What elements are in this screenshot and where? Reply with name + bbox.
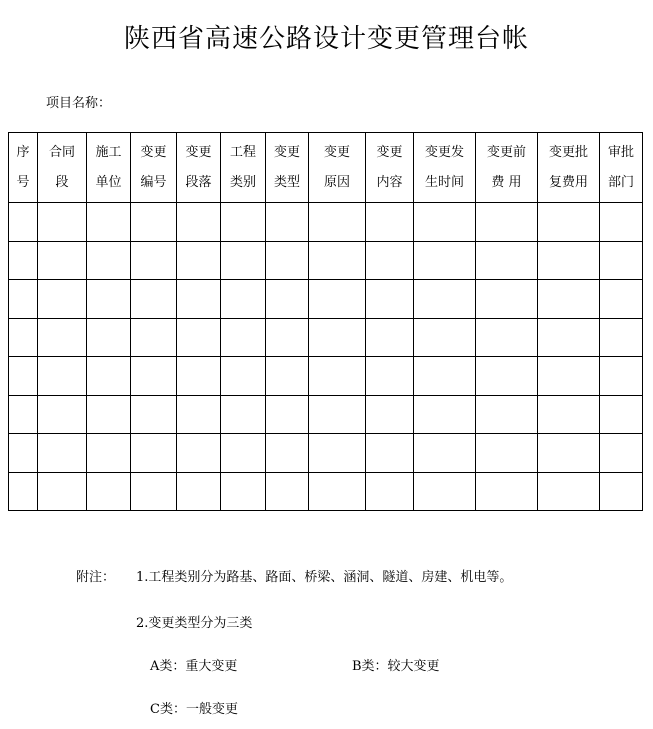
table-cell (266, 395, 309, 434)
table-header-row (9, 133, 643, 203)
note-type-b: B类：较大变更 (352, 659, 440, 674)
table-cell (38, 395, 87, 434)
column-header (9, 133, 38, 203)
column-header-line: 变更 (323, 145, 350, 160)
column-header (476, 133, 538, 203)
table-cell (177, 203, 221, 242)
table-cell (131, 357, 177, 396)
table-cell (221, 472, 266, 511)
table-cell (131, 318, 177, 357)
table-cell (221, 318, 266, 357)
table-row (9, 434, 643, 473)
table-cell (414, 280, 476, 319)
column-header-line: 部门 (607, 175, 634, 190)
table-row (9, 472, 643, 511)
column-header-line: 变更 (140, 145, 167, 160)
table-cell (38, 280, 87, 319)
table-cell (38, 357, 87, 396)
table-cell (177, 318, 221, 357)
table-cell (600, 241, 643, 280)
note-type-c: C类：一般变更 (150, 702, 238, 717)
table-cell (9, 357, 38, 396)
table-row (9, 318, 643, 357)
table-cell (309, 395, 366, 434)
table-cell (538, 472, 600, 511)
table-cell (87, 318, 131, 357)
table-cell (309, 203, 366, 242)
column-header-line: 序 (16, 145, 30, 160)
note-type-a: A类：重大变更 (150, 659, 238, 674)
column-header (366, 133, 414, 203)
table-cell (266, 472, 309, 511)
table-cell (366, 472, 414, 511)
column-header (87, 133, 131, 203)
table-row (9, 203, 643, 242)
table-cell (221, 357, 266, 396)
table-cell (87, 395, 131, 434)
table-cell (9, 434, 38, 473)
table-cell (9, 395, 38, 434)
table-cell (476, 357, 538, 396)
table-cell (600, 318, 643, 357)
table-row (9, 395, 643, 434)
table-cell (221, 280, 266, 319)
column-header-line: 号 (16, 175, 30, 190)
table-row (9, 280, 643, 319)
table-cell (221, 203, 266, 242)
table-cell (600, 434, 643, 473)
table-cell (538, 203, 600, 242)
column-header (221, 133, 266, 203)
table-cell (414, 241, 476, 280)
table-cell (266, 434, 309, 473)
column-header-line: 变更 (376, 145, 403, 160)
notes-label: 附注： (76, 570, 116, 585)
table-cell (177, 357, 221, 396)
column-header-line: 编号 (140, 175, 167, 190)
table-cell (131, 472, 177, 511)
table-cell (309, 472, 366, 511)
table-cell (131, 203, 177, 242)
table-cell (266, 280, 309, 319)
table-cell (366, 395, 414, 434)
table-cell (600, 357, 643, 396)
table-cell (538, 395, 600, 434)
column-header (177, 133, 221, 203)
table-cell (87, 203, 131, 242)
column-header (600, 133, 643, 203)
column-header-line: 段 (55, 175, 69, 190)
project-name-label: 项目名称： (46, 96, 112, 111)
table-cell (414, 472, 476, 511)
column-header (538, 133, 600, 203)
table-cell (309, 241, 366, 280)
table-row (9, 357, 643, 396)
table-cell (38, 472, 87, 511)
table-cell (87, 472, 131, 511)
table-cell (476, 241, 538, 280)
column-header-line: 审批 (607, 145, 634, 160)
table-cell (414, 357, 476, 396)
table-cell (414, 434, 476, 473)
table-cell (9, 203, 38, 242)
table-cell (600, 472, 643, 511)
table-cell (600, 395, 643, 434)
table-cell (538, 280, 600, 319)
change-ledger-table (8, 132, 643, 511)
table-cell (266, 318, 309, 357)
table-cell (366, 318, 414, 357)
table-cell (414, 318, 476, 357)
table-cell (266, 241, 309, 280)
table-cell (177, 241, 221, 280)
table-cell (476, 434, 538, 473)
table-cell (221, 434, 266, 473)
column-header-line: 工程 (229, 145, 256, 160)
table-cell (476, 280, 538, 319)
table-cell (538, 318, 600, 357)
table-cell (177, 280, 221, 319)
table-cell (38, 434, 87, 473)
column-header-line: 内容 (376, 175, 403, 190)
table-cell (266, 357, 309, 396)
table-cell (131, 241, 177, 280)
table-cell (414, 203, 476, 242)
column-header-line: 施工 (95, 145, 122, 160)
column-header-line: 段落 (185, 175, 212, 190)
column-header-line: 费 用 (491, 175, 522, 190)
table-cell (87, 280, 131, 319)
table-cell (538, 241, 600, 280)
table-cell (87, 241, 131, 280)
column-header-line: 变更前 (486, 145, 526, 160)
note-item-2: 2.变更类型分为三类 (136, 616, 253, 631)
table-cell (600, 203, 643, 242)
table-cell (476, 472, 538, 511)
column-header-line: 类别 (229, 175, 256, 190)
column-header (414, 133, 476, 203)
table-row (9, 241, 643, 280)
table-cell (177, 434, 221, 473)
table-cell (87, 434, 131, 473)
table-cell (131, 280, 177, 319)
table-cell (38, 241, 87, 280)
table-cell (538, 434, 600, 473)
table-cell (309, 357, 366, 396)
column-header-line: 变更 (185, 145, 212, 160)
column-header-line: 变更批 (548, 145, 588, 160)
table-cell (9, 472, 38, 511)
table-cell (9, 241, 38, 280)
table-cell (366, 357, 414, 396)
table-cell (309, 318, 366, 357)
table-cell (476, 318, 538, 357)
table-cell (131, 434, 177, 473)
table-cell (366, 280, 414, 319)
table-cell (38, 203, 87, 242)
table-cell (366, 241, 414, 280)
table-cell (221, 395, 266, 434)
table-cell (476, 395, 538, 434)
table-cell (9, 280, 38, 319)
table-cell (309, 280, 366, 319)
table-cell (38, 318, 87, 357)
table-cell (266, 203, 309, 242)
table-cell (87, 357, 131, 396)
table-cell (309, 434, 366, 473)
column-header-line: 生时间 (424, 175, 464, 190)
column-header-line: 复费用 (548, 175, 588, 190)
table-cell (538, 357, 600, 396)
table-cell (221, 241, 266, 280)
table-cell (177, 395, 221, 434)
column-header-line: 变更发 (424, 145, 464, 160)
table-cell (476, 203, 538, 242)
column-header (266, 133, 309, 203)
column-header (131, 133, 177, 203)
table-cell (366, 203, 414, 242)
table-cell (600, 280, 643, 319)
table-cell (414, 395, 476, 434)
column-header-line: 单位 (95, 175, 122, 190)
table-cell (131, 395, 177, 434)
column-header-line: 变更 (273, 145, 300, 160)
document-title: 陕西省高速公路设计变更管理台帐 (123, 24, 529, 54)
table-cell (177, 472, 221, 511)
column-header-line: 类型 (273, 175, 300, 190)
column-header-line: 原因 (323, 175, 350, 190)
column-header (38, 133, 87, 203)
column-header (309, 133, 366, 203)
note-item-1: 1.工程类别分为路基、路面、桥梁、涵洞、隧道、房建、机电等。 (136, 570, 513, 585)
column-header-line: 合同 (48, 145, 75, 160)
table-cell (366, 434, 414, 473)
table-cell (9, 318, 38, 357)
